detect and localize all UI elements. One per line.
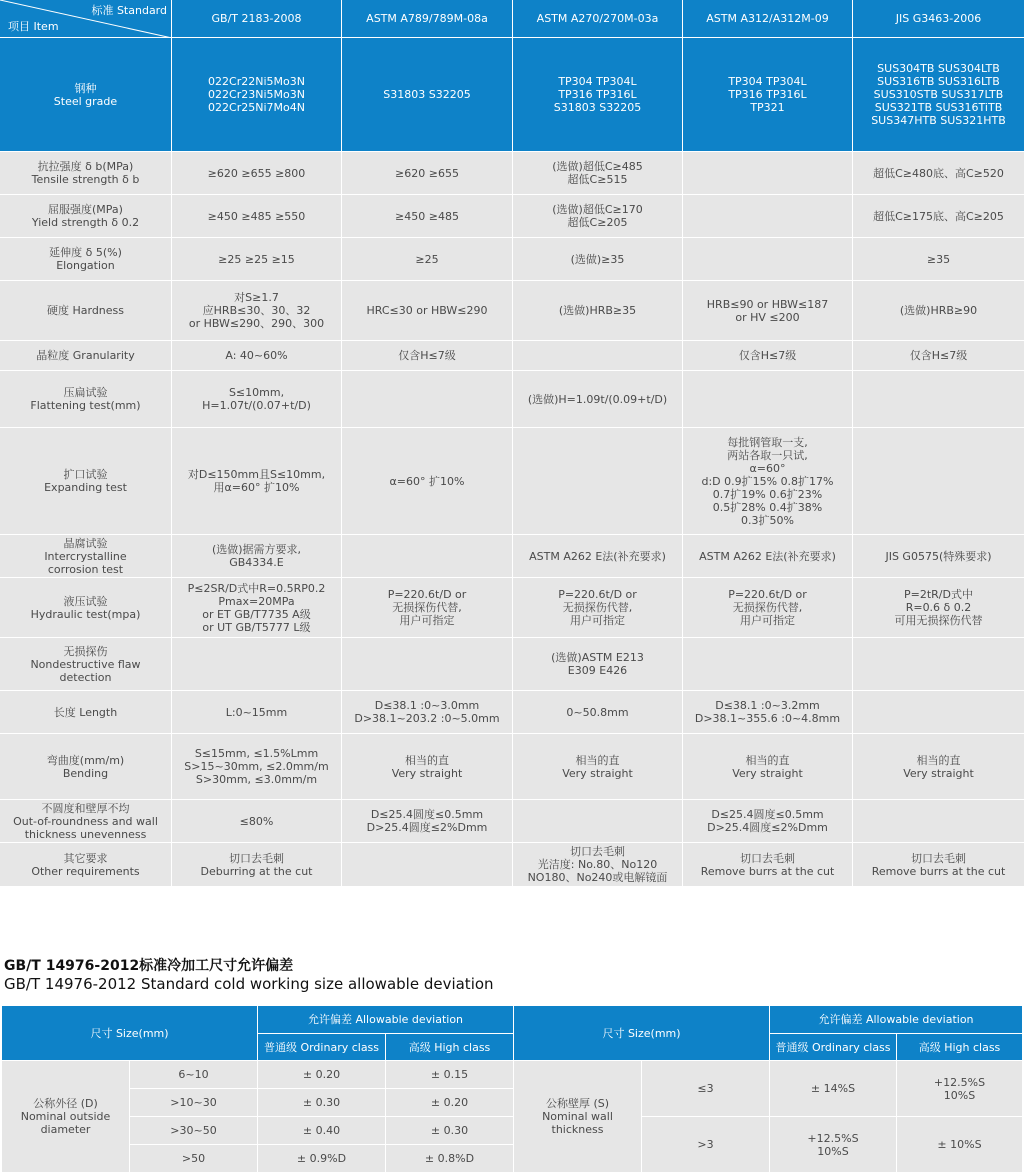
row-label: 其它要求 Other requirements — [0, 843, 172, 887]
high-class-header: 高级 High class — [897, 1034, 1023, 1061]
row-label: 屈服强度(MPa) Yield strength δ 0.2 — [0, 195, 172, 238]
table-cell — [683, 371, 853, 428]
table-row — [0, 535, 1025, 578]
ordinary-class-header: 普通级 Ordinary class — [770, 1034, 897, 1061]
corner-item-label: 项目 Item — [8, 20, 59, 33]
table-cell: 超低C≥480底、高C≥520 — [853, 152, 1025, 195]
table-cell: L:0~15mm — [172, 691, 342, 734]
table-row — [0, 281, 1025, 341]
section-title-en: GB/T 14976-2012 Standard cold working size allowable deviation — [4, 975, 494, 993]
table-cell — [683, 238, 853, 281]
wall-high: +12.5%S 10%S — [897, 1061, 1023, 1117]
table-cell — [683, 195, 853, 238]
steel-grade-cell: SUS304TB SUS304LTB SUS316TB SUS316LTB SUS310STB SUS317LTB SUS321TB SUS316TiTB SUS347HTB SUS321HTB — [853, 38, 1025, 152]
table-cell: 切口去毛刺 Remove burrs at the cut — [853, 843, 1025, 887]
od-label: 公称外径 (D) Nominal outside diameter — [2, 1061, 130, 1173]
table-row — [0, 578, 1025, 638]
table-cell: (选做)超低C≥485 超低C≥515 — [513, 152, 683, 195]
table-cell — [853, 428, 1025, 535]
table-cell: ≤80% — [172, 800, 342, 843]
corner-header — [0, 0, 172, 38]
od-high: ± 0.15 — [386, 1061, 514, 1089]
table-cell — [853, 800, 1025, 843]
table-cell: P=220.6t/D or 无损探伤代替, 用户可指定 — [683, 578, 853, 638]
table-cell: 相当的直 Very straight — [683, 734, 853, 800]
table-cell: 对S≥1.7 应HRB≤30、30、32 or HBW≤290、290、300 — [172, 281, 342, 341]
table-cell — [342, 371, 513, 428]
od-high: ± 0.8%D — [386, 1145, 514, 1173]
od-high: ± 0.30 — [386, 1117, 514, 1145]
wall-label: 公称壁厚 (S) Nominal wall thickness — [514, 1061, 642, 1173]
table-cell: P=220.6t/D or 无损探伤代替, 用户可指定 — [513, 578, 683, 638]
table-cell: (选做)H=1.09t/(0.09+t/D) — [513, 371, 683, 428]
table-cell: S≤15mm, ≤1.5%Lmm S>15~30mm, ≤2.0mm/m S>30mm, ≤3.0mm/m — [172, 734, 342, 800]
table-cell: 0~50.8mm — [513, 691, 683, 734]
table-cell: P=220.6t/D or 无损探伤代替, 用户可指定 — [342, 578, 513, 638]
section-title-zh: GB/T 14976-2012标准冷加工尺寸允许偏差 — [4, 958, 294, 974]
standard-header: ASTM A312/A312M-09 — [683, 0, 853, 38]
row-label: 硬度 Hardness — [0, 281, 172, 341]
table-cell — [342, 843, 513, 887]
standard-header: ASTM A789/789M-08a — [342, 0, 513, 38]
corner-standard-label: 标准 Standard — [91, 4, 167, 17]
ordinary-class-header: 普通级 Ordinary class — [258, 1034, 386, 1061]
table-cell: 对D≤150mm且S≤10mm, 用α=60° 扩10% — [172, 428, 342, 535]
row-label: 长度 Length — [0, 691, 172, 734]
table-cell: D≤38.1 :0~3.2mm D>38.1~355.6 :0~4.8mm — [683, 691, 853, 734]
table-row — [0, 800, 1025, 843]
table-cell: HRB≤90 or HBW≤187 or HV ≤200 — [683, 281, 853, 341]
deviation-section-title — [4, 958, 1014, 994]
steel-grade-label: 钢种 Steel grade — [0, 38, 172, 152]
standard-header: ASTM A270/270M-03a — [513, 0, 683, 38]
table-cell: P=2tR/D式中 R=0.6 δ 0.2 可用无损探伤代替 — [853, 578, 1025, 638]
table-cell: ≥450 ≥485 ≥550 — [172, 195, 342, 238]
table-cell: ASTM A262 E法(补充要求) — [513, 535, 683, 578]
row-label: 延伸度 δ 5(%) Elongation — [0, 238, 172, 281]
table-row — [0, 341, 1025, 371]
table-cell: (选做)HRB≥35 — [513, 281, 683, 341]
table-cell — [513, 428, 683, 535]
table-cell: 切口去毛刺 Deburring at the cut — [172, 843, 342, 887]
table-cell: (选做)ASTM E213 E309 E426 — [513, 638, 683, 691]
od-ordinary: ± 0.40 — [258, 1117, 386, 1145]
standard-header: GB/T 2183-2008 — [172, 0, 342, 38]
table-cell: JIS G0575(特殊要求) — [853, 535, 1025, 578]
table-row — [0, 691, 1025, 734]
table-row — [0, 371, 1025, 428]
table-cell: 相当的直 Very straight — [853, 734, 1025, 800]
od-ordinary: ± 0.9%D — [258, 1145, 386, 1173]
high-class-header: 高级 High class — [386, 1034, 514, 1061]
table-cell: P≤2SR/D式中R=0.5RP0.2 Pmax=20MPa or ET GB/T7735 A级 or UT GB/T5777 L级 — [172, 578, 342, 638]
table-cell: D≤38.1 :0~3.0mm D>38.1~203.2 :0~5.0mm — [342, 691, 513, 734]
wall-range: >3 — [642, 1117, 770, 1173]
od-ordinary: ± 0.30 — [258, 1089, 386, 1117]
table-cell: 相当的直 Very straight — [513, 734, 683, 800]
steel-grade-row — [0, 38, 1025, 152]
row-label: 晶粒度 Granularity — [0, 341, 172, 371]
row-label: 晶腐试验 Intercrystalline corrosion test — [0, 535, 172, 578]
size-header: 尺寸 Size(mm) — [514, 1006, 770, 1061]
table-row — [0, 638, 1025, 691]
row-label: 压扁试验 Flattening test(mm) — [0, 371, 172, 428]
table-cell: 相当的直 Very straight — [342, 734, 513, 800]
table-cell: 切口去毛刺 Remove burrs at the cut — [683, 843, 853, 887]
standard-header: JIS G3463-2006 — [853, 0, 1025, 38]
table-cell: ≥620 ≥655 — [342, 152, 513, 195]
table-cell — [683, 638, 853, 691]
table-cell — [513, 341, 683, 371]
table-cell: ≥620 ≥655 ≥800 — [172, 152, 342, 195]
od-high: ± 0.20 — [386, 1089, 514, 1117]
table-cell: A: 40~60% — [172, 341, 342, 371]
table-cell: ≥25 — [342, 238, 513, 281]
steel-grade-cell: TP304 TP304L TP316 TP316L TP321 — [683, 38, 853, 152]
table-row — [0, 734, 1025, 800]
table-cell: D≤25.4圆度≤0.5mm D>25.4圆度≤2%Dmm — [683, 800, 853, 843]
table-cell — [853, 638, 1025, 691]
table-cell: (选做)超低C≥170 超低C≥205 — [513, 195, 683, 238]
table-cell: ≥25 ≥25 ≥15 — [172, 238, 342, 281]
table-cell: 仅含H≤7级 — [853, 341, 1025, 371]
size-header: 尺寸 Size(mm) — [2, 1006, 258, 1061]
table-row — [0, 238, 1025, 281]
row-label: 抗拉强度 δ b(MPa) Tensile strength δ b — [0, 152, 172, 195]
table-cell: 每批钢管取一支, 两站各取一只试, α=60° d:D 0.9扩15% 0.8扩17% 0.7扩19% 0.6扩23% 0.5扩28% 0.4扩38% 0.3扩50% — [683, 428, 853, 535]
table-cell — [513, 800, 683, 843]
table-cell: 超低C≥175底、高C≥205 — [853, 195, 1025, 238]
table-cell: 仅含H≤7级 — [342, 341, 513, 371]
table-cell — [342, 535, 513, 578]
table-cell — [853, 691, 1025, 734]
row-label: 不圆度和壁厚不均 Out-of-roundness and wall thickness unevenness — [0, 800, 172, 843]
table-cell — [172, 638, 342, 691]
table-cell: (选做)据需方要求, GB4334.E — [172, 535, 342, 578]
allow-header: 允许偏差 Allowable deviation — [770, 1006, 1023, 1034]
row-label: 弯曲度(mm/m) Bending — [0, 734, 172, 800]
od-range: >30~50 — [130, 1117, 258, 1145]
table-row — [2, 1061, 1023, 1089]
steel-grade-cell: TP304 TP304L TP316 TP316L S31803 S32205 — [513, 38, 683, 152]
table-cell: S≤10mm, H=1.07t/(0.07+t/D) — [172, 371, 342, 428]
table-cell: α=60° 扩10% — [342, 428, 513, 535]
table-row — [0, 152, 1025, 195]
table-cell — [853, 371, 1025, 428]
wall-range: ≤3 — [642, 1061, 770, 1117]
wall-ordinary: ± 14%S — [770, 1061, 897, 1117]
table-cell: ASTM A262 E法(补充要求) — [683, 535, 853, 578]
od-ordinary: ± 0.20 — [258, 1061, 386, 1089]
wall-ordinary: +12.5%S 10%S — [770, 1117, 897, 1173]
table-cell: D≤25.4圆度≤0.5mm D>25.4圆度≤2%Dmm — [342, 800, 513, 843]
deviation-table — [2, 1006, 1023, 1173]
steel-grade-cell: 022Cr22Ni5Mo3N 022Cr23Ni5Mo3N 022Cr25Ni7Mo4N — [172, 38, 342, 152]
row-label: 扩口试验 Expanding test — [0, 428, 172, 535]
od-range: >50 — [130, 1145, 258, 1173]
table-cell: (选做)HRB≥90 — [853, 281, 1025, 341]
allow-header: 允许偏差 Allowable deviation — [258, 1006, 514, 1034]
table-cell: ≥35 — [853, 238, 1025, 281]
table-cell — [683, 152, 853, 195]
table-cell: ≥450 ≥485 — [342, 195, 513, 238]
od-range: 6~10 — [130, 1061, 258, 1089]
table-row — [0, 843, 1025, 887]
steel-grade-cell: S31803 S32205 — [342, 38, 513, 152]
table-cell: 切口去毛刺 光洁度: No.80、No120 NO180、No240或电解镜面 — [513, 843, 683, 887]
table-cell — [342, 638, 513, 691]
table-cell: (选做)≥35 — [513, 238, 683, 281]
row-label: 无损探伤 Nondestructive flaw detection — [0, 638, 172, 691]
table-cell: HRC≤30 or HBW≤290 — [342, 281, 513, 341]
table-row — [2, 1117, 1023, 1145]
od-range: >10~30 — [130, 1089, 258, 1117]
row-label: 液压试验 Hydraulic test(mpa) — [0, 578, 172, 638]
table-row — [0, 195, 1025, 238]
table-row — [0, 428, 1025, 535]
wall-high: ± 10%S — [897, 1117, 1023, 1173]
table-cell: 仅含H≤7级 — [683, 341, 853, 371]
